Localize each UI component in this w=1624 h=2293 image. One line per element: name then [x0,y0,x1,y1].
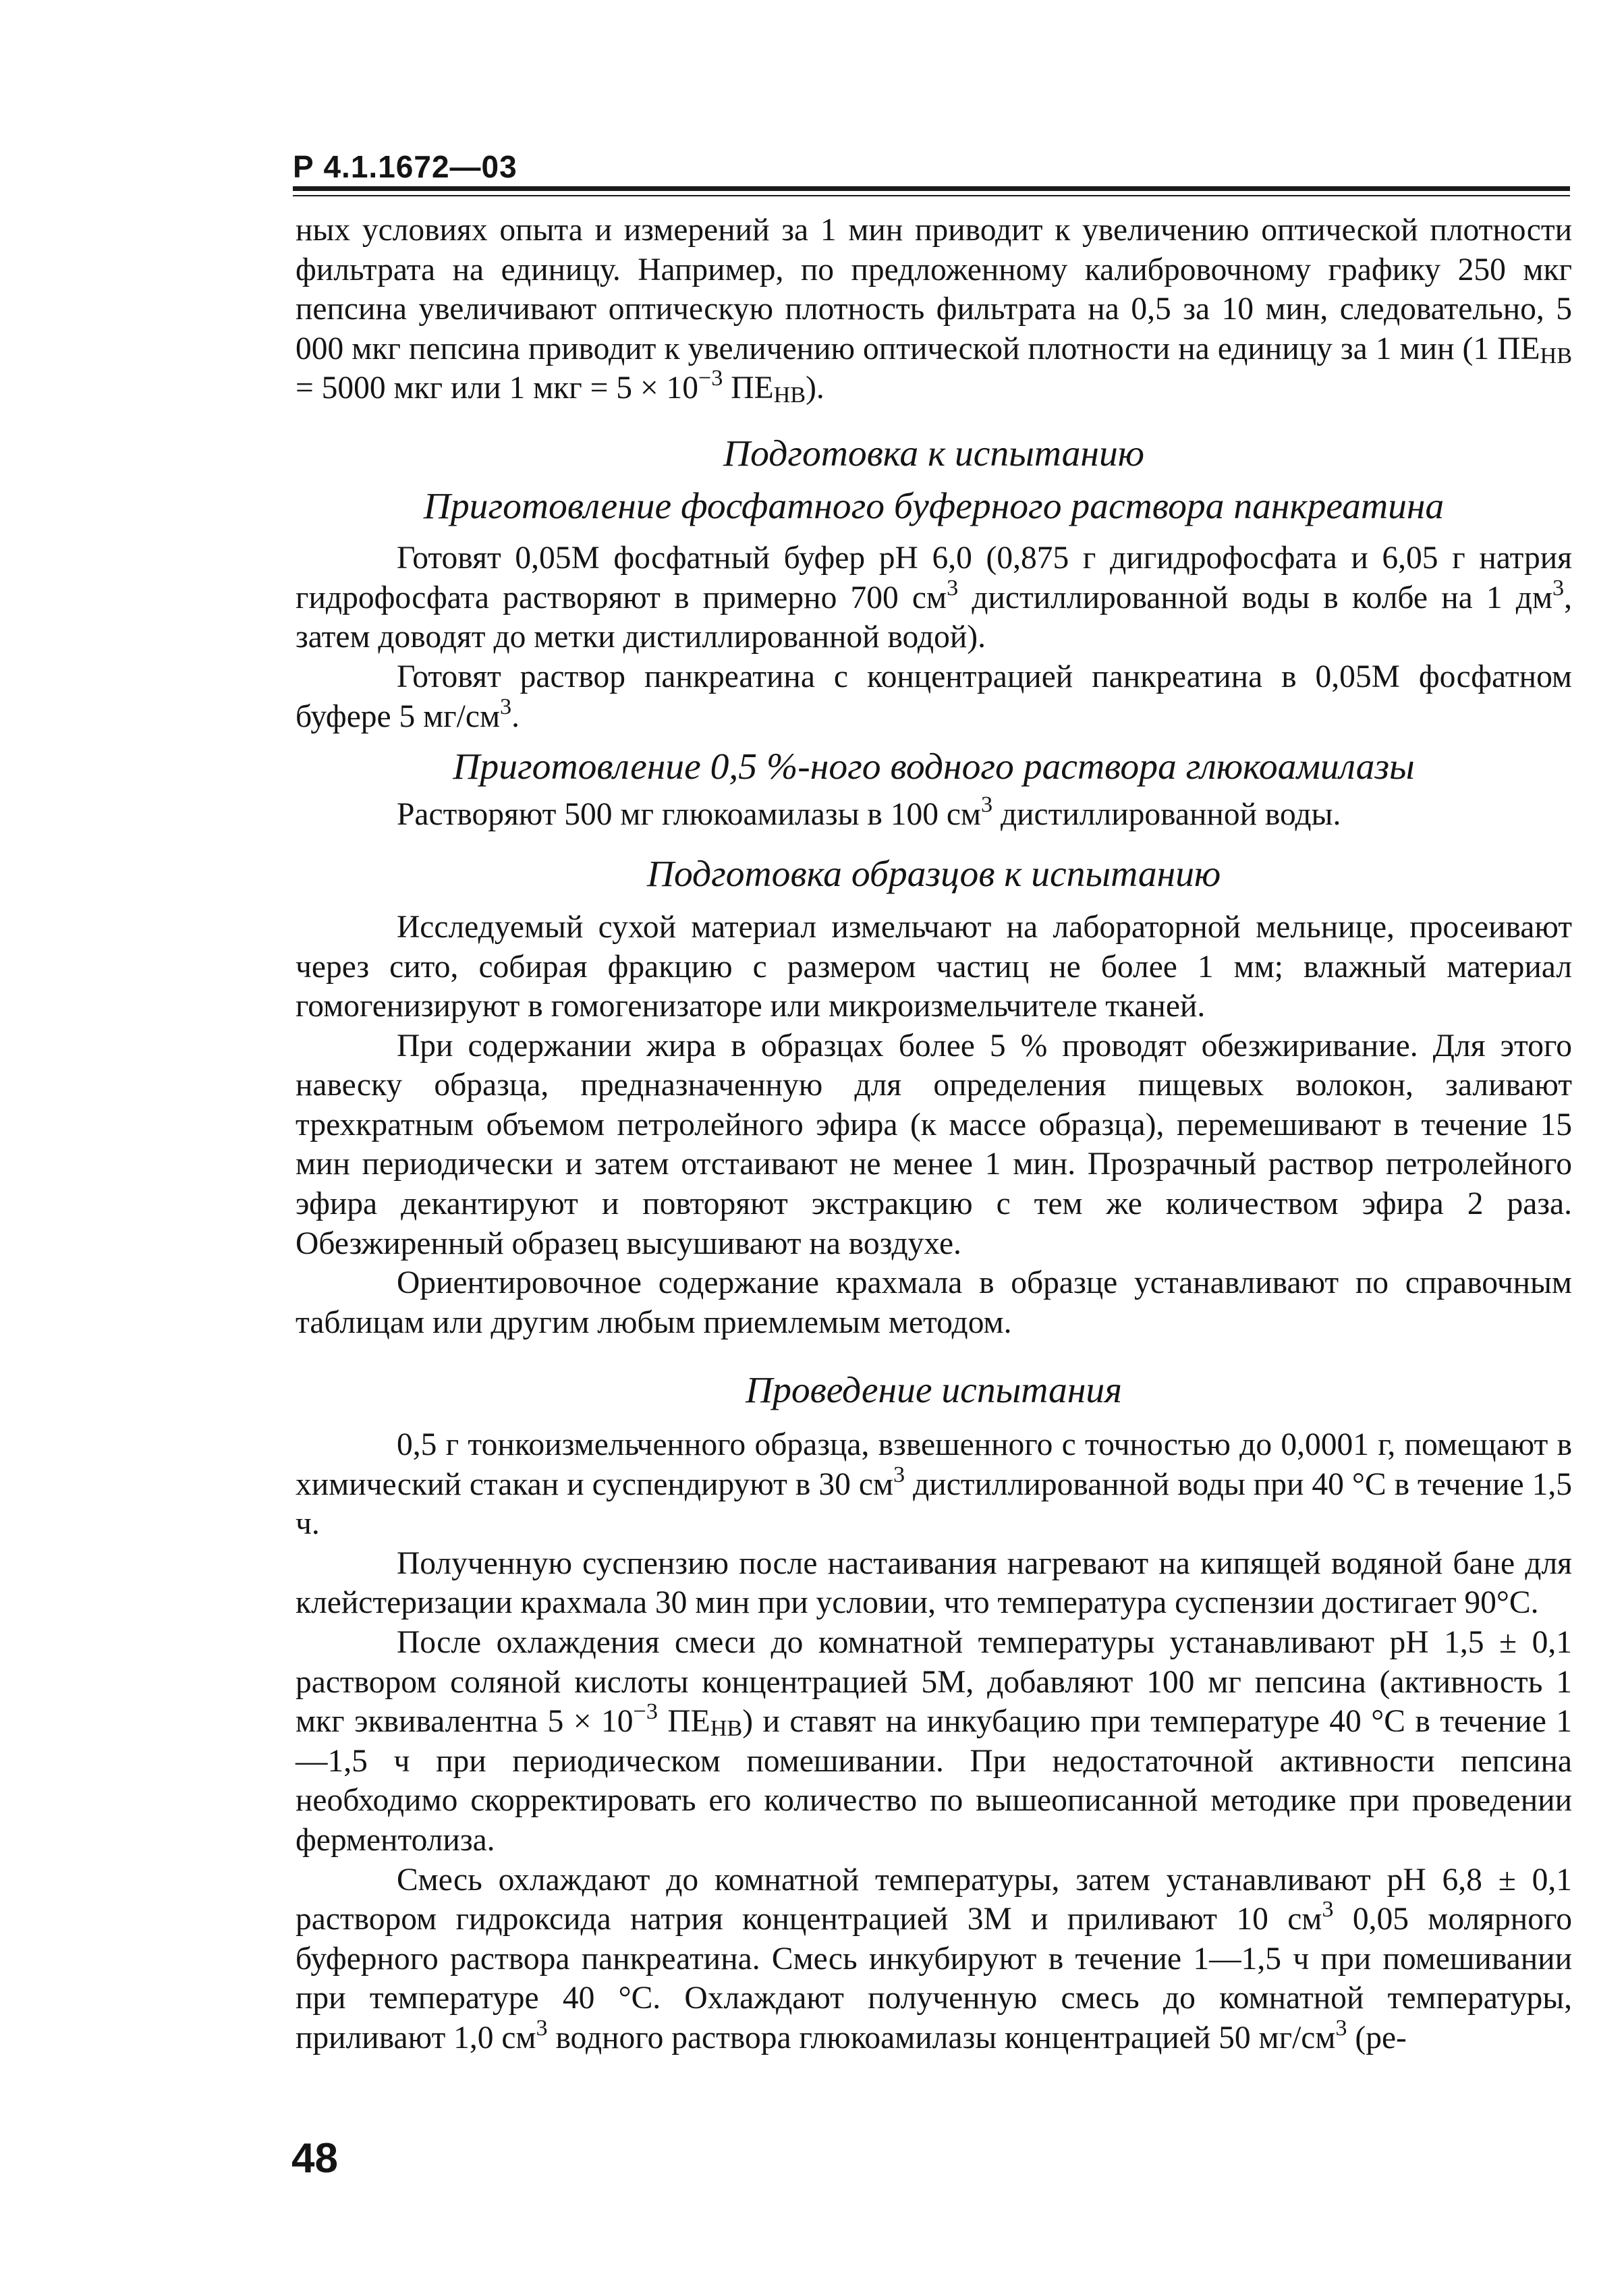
paragraph-glucoamylase: Растворяют 500 мг глюкоамилазы в 100 $см^3$ дистиллированной воды. [397,792,1341,832]
paragraph-gelatinization: Полученную суспензию после настаивания нагревают на кипящей водяной бане для клейстеризации крахмала 30 мин при условии, что температура суспензии достигает 90°С. [296,1545,1572,1621]
header-rule-thick [293,186,1570,191]
paragraph-starch-content: Ориентировочное содержание крахмала в образце устанавливают по справочным таблицам или другим любым приемлемым методом. [296,1265,1572,1340]
section-heading-test-procedure: Проведение испытания [745,1369,1123,1412]
paragraph-defatting: При содержании жира в образцах более 5 % проводят обезжиривание. Для этого навеску образца, предназначенную для определения пищевых волокон, заливают трехкратным объемом петролейного эфира (к массе образца), перемешивают в течение 15 мин периодически и затем отстаивают не менее 1 мин. Прозрачный раствор петролейного эфира декантируют и повторяют экстракцию с тем же количеством эфира 2 раза. Обезжиренный образец высушивают на воздухе. [296,1028,1572,1261]
paragraph-pancreatin-solution: Готовят раствор панкреатина с концентрацией панкреатина в 0,05М фосфатном буфере 5 $мг/см^3$. [296,659,1572,734]
subheading-phosphate-buffer: Приготовление фосфатного буферного раствора панкреатина [423,485,1445,527]
page-number: 48 [291,2135,338,2182]
section-heading-preparation: Подготовка к испытанию [723,432,1144,474]
paragraph-pancreatin-incubation: Смесь охлаждают до комнатной температуры, затем устанавливают pH 6,8 ± 0,1 раствором гидроксида натрия концентрацией 3М и приливают 10 $см^3$ 0,05 молярного буферного раствора панкреатина. Смесь инкубируют в течение 1—1,5 ч при помешивании при температуре 40 °С. Охлаждают полученную смесь до комнатной температуры, приливают 1,0 $см^3$ водного раствора глюкоамилазы концентрацией 50 $мг/см^3$ (ре- [296,1862,1572,2055]
intro-paragraph: ных условиях опыта и измерений за 1 мин приводит к увеличению оптической плотности фильтрата на единицу. Например, по предложенному калибровочному графику 250 мкг пепсина увеличивают оптическую плотность фильтрата на 0,5 за 10 мин, следовательно, 5 000 мкг пепсина приводит к увеличению оптической плотности на единицу за 1 мин (1 ПЕНВ = 5000 мкг или 1 мкг = $5 \times 10^{-3}$ ПЕНВ). [296,213,1572,408]
paragraph-sample-suspension: 0,5 г тонкоизмельченного образца, взвешенного с точностью до 0,0001 г, помещают в химический стакан и суспендируют в 30 $см^3$ дистиллированной воды при 40 °С в течение 1,5 ч. [296,1427,1572,1542]
document-code-header: Р 4.1.1672—03 [293,149,517,184]
section-heading-sample-preparation: Подготовка образцов к испытанию [646,853,1221,895]
page-body [296,211,1572,2058]
paragraph-sample-grinding: Исследуемый сухой материал измельчают на лабораторной мельнице, просеивают через сито, собирая фракцию с размером частиц не более 1 мм; влажный материал гомогенизируют в гомогенизаторе или микроизмельчителе тканей. [296,909,1572,1024]
paragraph-pepsin-incubation: После охлаждения смеси до комнатной температуры устанавливают pH 1,5 ± 0,1 раствором соляной кислоты концентрацией 5М, добавляют 100 мг пепсина (активность 1 мкг эквивалентна $5 \times 10^{-3}$ ПЕНВ) и ставят на инкубацию при температуре 40 °С в течение 1—1,5 ч при периодическом помешивании. При недостаточной активности пепсина необходимо скорректировать его количество по вышеописанной методике при проведении ферментолиза. [296,1625,1572,1858]
header-rule-thin [293,195,1570,196]
subheading-glucoamylase-solution: Приготовление 0,5 %-ного водного раствора глюкоамилазы [453,746,1415,788]
paragraph-buffer-preparation: Готовят 0,05М фосфатный буфер pH 6,0 (0,875 г дигидрофосфата и 6,05 г натрия гидрофосфата растворяют в примерно 700 $см^3$ дистиллированной воды в колбе на 1 $дм^3$, затем доводят до метки дистиллированной водой). [296,541,1572,655]
